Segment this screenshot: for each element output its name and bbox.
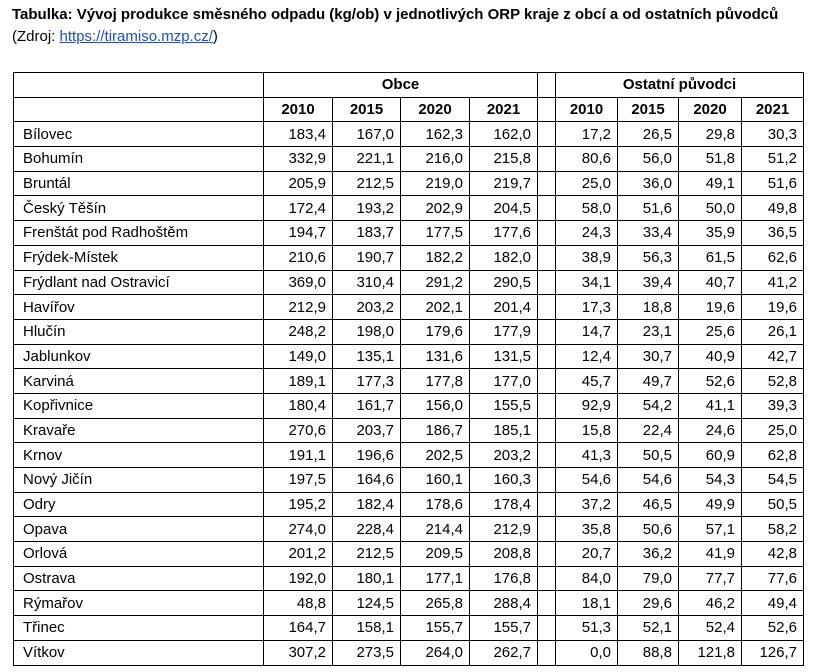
separator-cell	[538, 418, 556, 443]
separator-cell	[538, 97, 556, 122]
ostatni-value-cell: 40,7	[679, 270, 742, 295]
obce-value-cell: 177,3	[333, 369, 401, 394]
ostatni-value-cell: 41,9	[679, 542, 742, 567]
obce-value-cell: 288,4	[470, 591, 538, 616]
ostatni-value-cell: 20,7	[556, 542, 618, 567]
separator-cell	[538, 542, 556, 567]
ostatni-value-cell: 42,7	[742, 344, 804, 369]
obce-value-cell: 212,9	[264, 295, 333, 320]
caption-title: Tabulka: Vývoj produkce směsného odpadu (kg/ob) v jednotlivých ORP kraje z obcí a od ostatních původců	[12, 6, 779, 23]
ostatni-value-cell: 52,8	[742, 369, 804, 394]
ostatni-value-cell: 61,5	[679, 245, 742, 270]
obce-value-cell: 221,1	[333, 147, 401, 172]
orp-name-cell: Odry	[14, 492, 264, 517]
obce-value-cell: 164,7	[264, 616, 333, 641]
ostatni-value-cell: 40,9	[679, 344, 742, 369]
obce-value-cell: 179,6	[401, 319, 470, 344]
ostatni-value-cell: 46,2	[679, 591, 742, 616]
obce-value-cell: 264,0	[401, 640, 470, 665]
orp-name-cell: Vítkov	[14, 640, 264, 665]
orp-name-cell: Jablunkov	[14, 344, 264, 369]
ostatni-value-cell: 92,9	[556, 393, 618, 418]
obce-value-cell: 202,1	[401, 295, 470, 320]
ostatni-value-cell: 19,6	[742, 295, 804, 320]
table-row	[14, 517, 804, 542]
table-row	[14, 122, 804, 147]
obce-value-cell: 182,4	[333, 492, 401, 517]
ostatni-value-cell: 49,7	[618, 369, 679, 394]
ostatni-value-cell: 37,2	[556, 492, 618, 517]
orp-name-cell: Frenštát pod Radhoštěm	[14, 221, 264, 246]
year-header: 2021	[742, 97, 804, 122]
table-row	[14, 591, 804, 616]
obce-value-cell: 198,0	[333, 319, 401, 344]
ostatni-value-cell: 54,2	[618, 393, 679, 418]
ostatni-value-cell: 30,7	[618, 344, 679, 369]
empty-header-cell	[14, 97, 264, 122]
obce-value-cell: 131,6	[401, 344, 470, 369]
table-row	[14, 295, 804, 320]
obce-value-cell: 209,5	[401, 542, 470, 567]
empty-header-cell	[14, 73, 264, 98]
orp-name-cell: Opava	[14, 517, 264, 542]
obce-value-cell: 202,9	[401, 196, 470, 221]
obce-value-cell: 177,8	[401, 369, 470, 394]
obce-value-cell: 135,1	[333, 344, 401, 369]
separator-cell	[538, 147, 556, 172]
obce-value-cell: 185,1	[470, 418, 538, 443]
obce-value-cell: 167,0	[333, 122, 401, 147]
obce-value-cell: 177,0	[470, 369, 538, 394]
ostatni-value-cell: 77,7	[679, 566, 742, 591]
obce-value-cell: 215,8	[470, 147, 538, 172]
separator-cell	[538, 566, 556, 591]
separator-cell	[538, 517, 556, 542]
table-row	[14, 221, 804, 246]
ostatni-value-cell: 79,0	[618, 566, 679, 591]
table-row	[14, 492, 804, 517]
obce-value-cell: 202,5	[401, 443, 470, 468]
ostatni-value-cell: 23,1	[618, 319, 679, 344]
obce-value-cell: 149,0	[264, 344, 333, 369]
obce-value-cell: 248,2	[264, 319, 333, 344]
separator-cell	[538, 492, 556, 517]
obce-value-cell: 201,4	[470, 295, 538, 320]
ostatni-value-cell: 19,6	[679, 295, 742, 320]
table-row	[14, 542, 804, 567]
ostatni-value-cell: 58,0	[556, 196, 618, 221]
ostatni-value-cell: 51,6	[618, 196, 679, 221]
group-header-ostatni: Ostatní původci	[556, 73, 804, 98]
waste-production-table	[13, 72, 804, 666]
table-row	[14, 443, 804, 468]
separator-cell	[538, 196, 556, 221]
table-row	[14, 344, 804, 369]
separator-cell	[538, 468, 556, 493]
ostatni-value-cell: 54,3	[679, 468, 742, 493]
ostatni-value-cell: 18,8	[618, 295, 679, 320]
table-row	[14, 171, 804, 196]
table-row	[14, 418, 804, 443]
table-row	[14, 319, 804, 344]
ostatni-value-cell: 39,3	[742, 393, 804, 418]
ostatni-value-cell: 60,9	[679, 443, 742, 468]
obce-value-cell: 204,5	[470, 196, 538, 221]
year-header: 2021	[470, 97, 538, 122]
obce-value-cell: 160,1	[401, 468, 470, 493]
separator-cell	[538, 73, 556, 98]
ostatni-value-cell: 0,0	[556, 640, 618, 665]
ostatni-value-cell: 25,0	[742, 418, 804, 443]
ostatni-value-cell: 51,8	[679, 147, 742, 172]
obce-value-cell: 48,8	[264, 591, 333, 616]
separator-cell	[538, 344, 556, 369]
table-body	[14, 122, 804, 665]
obce-value-cell: 203,2	[470, 443, 538, 468]
obce-value-cell: 310,4	[333, 270, 401, 295]
obce-value-cell: 208,8	[470, 542, 538, 567]
table-caption	[12, 4, 812, 48]
obce-value-cell: 131,5	[470, 344, 538, 369]
ostatni-value-cell: 24,3	[556, 221, 618, 246]
obce-value-cell: 172,4	[264, 196, 333, 221]
ostatni-value-cell: 26,1	[742, 319, 804, 344]
obce-value-cell: 193,2	[333, 196, 401, 221]
caption-source-prefix: (Zdroj:	[12, 28, 60, 45]
obce-value-cell: 194,7	[264, 221, 333, 246]
ostatni-value-cell: 17,3	[556, 295, 618, 320]
obce-value-cell: 186,7	[401, 418, 470, 443]
ostatni-value-cell: 29,8	[679, 122, 742, 147]
separator-cell	[538, 122, 556, 147]
table-row	[14, 393, 804, 418]
orp-name-cell: Orlová	[14, 542, 264, 567]
ostatni-value-cell: 36,2	[618, 542, 679, 567]
obce-value-cell: 160,3	[470, 468, 538, 493]
year-header: 2010	[556, 97, 618, 122]
table-row	[14, 147, 804, 172]
obce-value-cell: 182,0	[470, 245, 538, 270]
ostatni-value-cell: 84,0	[556, 566, 618, 591]
obce-value-cell: 290,5	[470, 270, 538, 295]
ostatni-value-cell: 15,8	[556, 418, 618, 443]
ostatni-value-cell: 52,6	[679, 369, 742, 394]
obce-value-cell: 177,9	[470, 319, 538, 344]
obce-value-cell: 196,6	[333, 443, 401, 468]
ostatni-value-cell: 51,6	[742, 171, 804, 196]
ostatni-value-cell: 35,8	[556, 517, 618, 542]
group-header-row	[14, 73, 804, 98]
obce-value-cell: 332,9	[264, 147, 333, 172]
ostatni-value-cell: 38,9	[556, 245, 618, 270]
obce-value-cell: 158,1	[333, 616, 401, 641]
obce-value-cell: 228,4	[333, 517, 401, 542]
ostatni-value-cell: 126,7	[742, 640, 804, 665]
obce-value-cell: 270,6	[264, 418, 333, 443]
orp-name-cell: Havířov	[14, 295, 264, 320]
obce-value-cell: 291,2	[401, 270, 470, 295]
table-row	[14, 196, 804, 221]
orp-name-cell: Český Těšín	[14, 196, 264, 221]
ostatni-value-cell: 29,6	[618, 591, 679, 616]
separator-cell	[538, 295, 556, 320]
obce-value-cell: 273,5	[333, 640, 401, 665]
ostatni-value-cell: 52,1	[618, 616, 679, 641]
obce-value-cell: 212,5	[333, 171, 401, 196]
ostatni-value-cell: 33,4	[618, 221, 679, 246]
separator-cell	[538, 393, 556, 418]
obce-value-cell: 161,7	[333, 393, 401, 418]
ostatni-value-cell: 25,6	[679, 319, 742, 344]
obce-value-cell: 212,9	[470, 517, 538, 542]
orp-name-cell: Kravaře	[14, 418, 264, 443]
separator-cell	[538, 319, 556, 344]
obce-value-cell: 214,4	[401, 517, 470, 542]
ostatni-value-cell: 41,3	[556, 443, 618, 468]
obce-value-cell: 124,5	[333, 591, 401, 616]
ostatni-value-cell: 80,6	[556, 147, 618, 172]
obce-value-cell: 164,6	[333, 468, 401, 493]
ostatni-value-cell: 56,3	[618, 245, 679, 270]
obce-value-cell: 201,2	[264, 542, 333, 567]
obce-value-cell: 177,1	[401, 566, 470, 591]
orp-name-cell: Bohumín	[14, 147, 264, 172]
orp-name-cell: Bruntál	[14, 171, 264, 196]
orp-name-cell: Ostrava	[14, 566, 264, 591]
ostatni-value-cell: 49,9	[679, 492, 742, 517]
ostatni-value-cell: 41,2	[742, 270, 804, 295]
obce-value-cell: 216,0	[401, 147, 470, 172]
ostatni-value-cell: 24,6	[679, 418, 742, 443]
ostatni-value-cell: 57,1	[679, 517, 742, 542]
ostatni-value-cell: 34,1	[556, 270, 618, 295]
ostatni-value-cell: 62,6	[742, 245, 804, 270]
ostatni-value-cell: 14,7	[556, 319, 618, 344]
obce-value-cell: 195,2	[264, 492, 333, 517]
group-header-obce: Obce	[264, 73, 538, 98]
obce-value-cell: 212,5	[333, 542, 401, 567]
ostatni-value-cell: 36,5	[742, 221, 804, 246]
obce-value-cell: 178,4	[470, 492, 538, 517]
obce-value-cell: 219,7	[470, 171, 538, 196]
ostatni-value-cell: 36,0	[618, 171, 679, 196]
ostatni-value-cell: 26,5	[618, 122, 679, 147]
ostatni-value-cell: 52,4	[679, 616, 742, 641]
obce-value-cell: 177,6	[470, 221, 538, 246]
orp-name-cell: Rýmařov	[14, 591, 264, 616]
year-header: 2020	[679, 97, 742, 122]
table-row	[14, 640, 804, 665]
obce-value-cell: 307,2	[264, 640, 333, 665]
ostatni-value-cell: 45,7	[556, 369, 618, 394]
ostatni-value-cell: 25,0	[556, 171, 618, 196]
table-row	[14, 468, 804, 493]
obce-value-cell: 182,2	[401, 245, 470, 270]
ostatni-value-cell: 50,6	[618, 517, 679, 542]
orp-name-cell: Třinec	[14, 616, 264, 641]
orp-name-cell: Krnov	[14, 443, 264, 468]
separator-cell	[538, 221, 556, 246]
orp-name-cell: Frýdek-Místek	[14, 245, 264, 270]
obce-value-cell: 219,0	[401, 171, 470, 196]
obce-value-cell: 197,5	[264, 468, 333, 493]
ostatni-value-cell: 62,8	[742, 443, 804, 468]
obce-value-cell: 178,6	[401, 492, 470, 517]
year-header-row	[14, 97, 804, 122]
ostatni-value-cell: 52,6	[742, 616, 804, 641]
obce-value-cell: 190,7	[333, 245, 401, 270]
separator-cell	[538, 245, 556, 270]
orp-name-cell: Bílovec	[14, 122, 264, 147]
year-header: 2015	[618, 97, 679, 122]
obce-value-cell: 155,7	[401, 616, 470, 641]
orp-name-cell: Kopřivnice	[14, 393, 264, 418]
orp-name-cell: Frýdlant nad Ostravicí	[14, 270, 264, 295]
ostatni-value-cell: 49,8	[742, 196, 804, 221]
ostatni-value-cell: 18,1	[556, 591, 618, 616]
ostatni-value-cell: 49,4	[742, 591, 804, 616]
obce-value-cell: 177,5	[401, 221, 470, 246]
ostatni-value-cell: 17,2	[556, 122, 618, 147]
orp-name-cell: Hlučín	[14, 319, 264, 344]
separator-cell	[538, 591, 556, 616]
ostatni-value-cell: 49,1	[679, 171, 742, 196]
ostatni-value-cell: 50,0	[679, 196, 742, 221]
ostatni-value-cell: 58,2	[742, 517, 804, 542]
separator-cell	[538, 171, 556, 196]
orp-name-cell: Karviná	[14, 369, 264, 394]
table-row	[14, 245, 804, 270]
obce-value-cell: 183,4	[264, 122, 333, 147]
year-header: 2010	[264, 97, 333, 122]
ostatni-value-cell: 54,6	[556, 468, 618, 493]
separator-cell	[538, 616, 556, 641]
ostatni-value-cell: 50,5	[742, 492, 804, 517]
separator-cell	[538, 369, 556, 394]
obce-value-cell: 162,0	[470, 122, 538, 147]
table-row	[14, 369, 804, 394]
ostatni-value-cell: 56,0	[618, 147, 679, 172]
obce-value-cell: 203,2	[333, 295, 401, 320]
obce-value-cell: 183,7	[333, 221, 401, 246]
obce-value-cell: 265,8	[401, 591, 470, 616]
obce-value-cell: 262,7	[470, 640, 538, 665]
year-header: 2020	[401, 97, 470, 122]
separator-cell	[538, 640, 556, 665]
table-row	[14, 566, 804, 591]
ostatni-value-cell: 42,8	[742, 542, 804, 567]
ostatni-value-cell: 22,4	[618, 418, 679, 443]
ostatni-value-cell: 88,8	[618, 640, 679, 665]
ostatni-value-cell: 121,8	[679, 640, 742, 665]
ostatni-value-cell: 12,4	[556, 344, 618, 369]
ostatni-value-cell: 51,3	[556, 616, 618, 641]
separator-cell	[538, 270, 556, 295]
obce-value-cell: 162,3	[401, 122, 470, 147]
caption-source-suffix: )	[212, 28, 218, 45]
obce-value-cell: 192,0	[264, 566, 333, 591]
source-link[interactable]: https://tiramiso.mzp.cz/	[59, 28, 213, 45]
obce-value-cell: 176,8	[470, 566, 538, 591]
ostatni-value-cell: 50,5	[618, 443, 679, 468]
ostatni-value-cell: 30,3	[742, 122, 804, 147]
obce-value-cell: 155,5	[470, 393, 538, 418]
ostatni-value-cell: 51,2	[742, 147, 804, 172]
obce-value-cell: 180,4	[264, 393, 333, 418]
obce-value-cell: 155,7	[470, 616, 538, 641]
obce-value-cell: 180,1	[333, 566, 401, 591]
ostatni-value-cell: 77,6	[742, 566, 804, 591]
ostatni-value-cell: 46,5	[618, 492, 679, 517]
obce-value-cell: 369,0	[264, 270, 333, 295]
separator-cell	[538, 443, 556, 468]
orp-name-cell: Nový Jičín	[14, 468, 264, 493]
ostatni-value-cell: 54,5	[742, 468, 804, 493]
obce-value-cell: 191,1	[264, 443, 333, 468]
ostatni-value-cell: 41,1	[679, 393, 742, 418]
obce-value-cell: 274,0	[264, 517, 333, 542]
ostatni-value-cell: 35,9	[679, 221, 742, 246]
obce-value-cell: 205,9	[264, 171, 333, 196]
table-row	[14, 616, 804, 641]
obce-value-cell: 189,1	[264, 369, 333, 394]
ostatni-value-cell: 54,6	[618, 468, 679, 493]
ostatni-value-cell: 39,4	[618, 270, 679, 295]
obce-value-cell: 203,7	[333, 418, 401, 443]
obce-value-cell: 210,6	[264, 245, 333, 270]
obce-value-cell: 156,0	[401, 393, 470, 418]
year-header: 2015	[333, 97, 401, 122]
table-row	[14, 270, 804, 295]
